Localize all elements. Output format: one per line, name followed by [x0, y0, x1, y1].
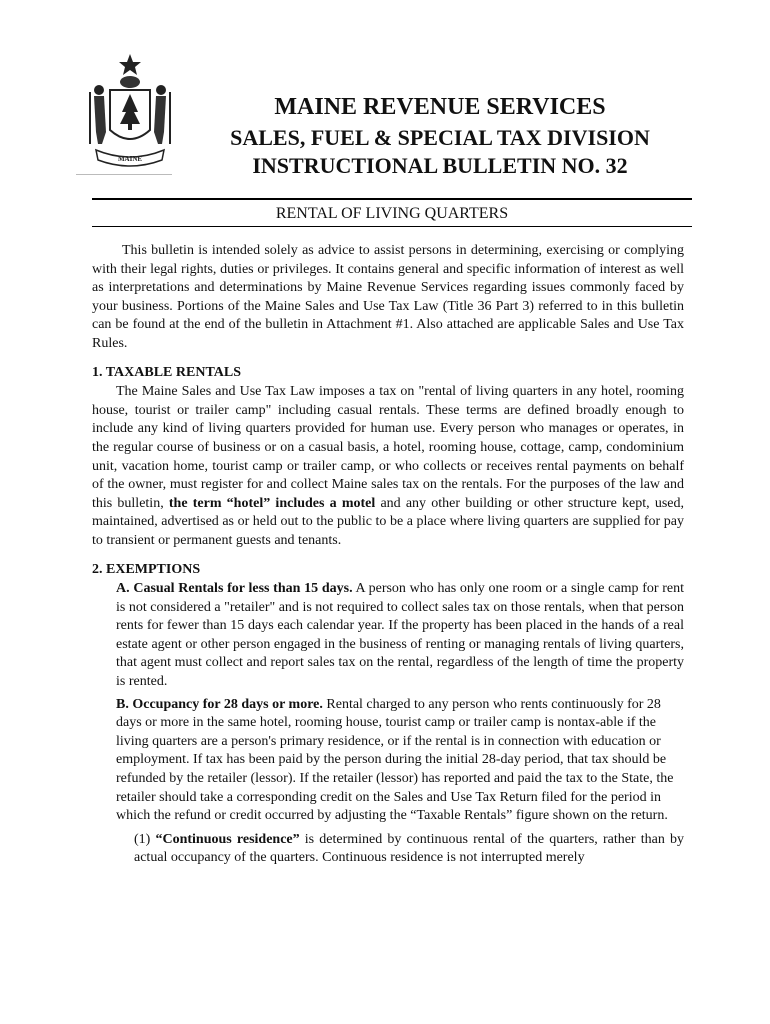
seal-banner-text: MAINE	[117, 155, 143, 163]
taxable-rentals-text-b: and any other building or other structure kept, used, maintained, advertised as or held out to the public to be a place where living quarters are supplied for pay to transient or permanent guests and tenants.	[92, 495, 684, 548]
hotel-definition-bold: the term “hotel” includes a motel	[168, 495, 376, 511]
continuous-residence-heading: “Continuous residence”	[155, 831, 300, 847]
exemption-b-letter: B	[116, 696, 126, 712]
seal-seaman-body	[154, 96, 166, 144]
exemption-b-text: Rental charged to any person who rents continuously for 28 days or more in the same hotel, rooming house, tourist camp or trailer camp is nontax-able if the living quarters are a person's primary residence, or if the rental is in connection with education or employment. If tax has been paid by the person during the initial 28-day period, that tax should be refunded by the retailer (lessor). If the retailer (lessor) has reported and paid the tax to the State, the retailer should take a corresponding credit on the Sales and Use Tax Return filed for the period in which the refund or credit occurred by adjusting the “Taxable Rentals” figure shown on the return.	[116, 696, 674, 824]
exemption-a-paragraph	[92, 580, 684, 692]
seal-farmer-head	[94, 85, 104, 95]
header-rule-thick	[92, 198, 692, 200]
seal-star	[119, 54, 141, 75]
exemption-a-heading: A. Casual Rentals for less than 15 days.	[116, 581, 353, 597]
intro-paragraph: This bulletin is intended solely as advice to assist persons in determining, exercising or complying with their legal rights, duties or privileges. It contains general and specific information of interest as well as interpretations and determinations by Maine Revenue Services regarding issues commonly faced by your business. Portions of the Maine Sales and Use Tax Law (Title 36 Part 3) referred to in this bulletin can be found at the end of the bulletin in Attachment #1. Also attached are applicable Sales and Use Tax Rules.	[92, 243, 684, 351]
bulletin-body	[92, 242, 684, 868]
section-title-taxable-rentals: 1. TAXABLE RENTALS	[92, 364, 241, 380]
exemption-a-text: A person who has only one room or a single camp for rent is not considered a "retailer" and is not required to collect sales tax on those rentals, when that person rents for fewer than 15 days each calendar year. If the property has been placed in the hands of a real estate agent or other person engaged in the business of renting or managing rentals of living quarters, that agent must collect and report sales tax on the rental, regardless of the length of time the property is rented.	[116, 581, 684, 690]
seal-underline	[76, 174, 172, 175]
header-bulletin-number: INSTRUCTIONAL BULLETIN NO. 32	[252, 153, 628, 178]
header-rule-thin	[92, 226, 692, 227]
seal-crest	[120, 76, 140, 88]
taxable-rentals-paragraph	[92, 383, 684, 550]
continuous-residence-number: (1)	[134, 831, 156, 847]
continuous-residence-paragraph	[92, 831, 684, 868]
header-agency: MAINE REVENUE SERVICES	[274, 94, 606, 120]
exemption-b-paragraph	[92, 696, 684, 826]
maine-state-seal	[82, 52, 178, 172]
continuous-residence-text: is determined by continuous rental of the quarters, rather than by actual occupancy of the quarters. Continuous residence is not interrupted merely	[134, 831, 684, 866]
seal-seaman-head	[156, 85, 166, 95]
taxable-rentals-text-a: The Maine Sales and Use Tax Law imposes a tax on "rental of living quarters in any hotel, rooming house, tourist or trailer camp" including casual rentals. These terms are defined broadly enough to include any kind of living quarters provided for human use. Every person who manages or operates, in the regular course of business or on a casual basis, a hotel, rooming house, cottage, camp, condominium unit, vacation home, tourist camp or trailer camp, or who collects or receives rental payments on behalf of the owner, must register for and collect Maine sales tax on the rentals. For the purposes of the law and this bulletin,	[92, 384, 684, 511]
header-division: SALES, FUEL & SPECIAL TAX DIVISION	[230, 125, 650, 150]
bulletin-subtitle: RENTAL OF LIVING QUARTERS	[275, 205, 509, 222]
exemption-b-heading: . Occupancy for 28 days or more.	[125, 696, 323, 712]
section-title-exemptions: 2. EXEMPTIONS	[92, 561, 201, 577]
seal-farmer-body	[94, 96, 106, 144]
